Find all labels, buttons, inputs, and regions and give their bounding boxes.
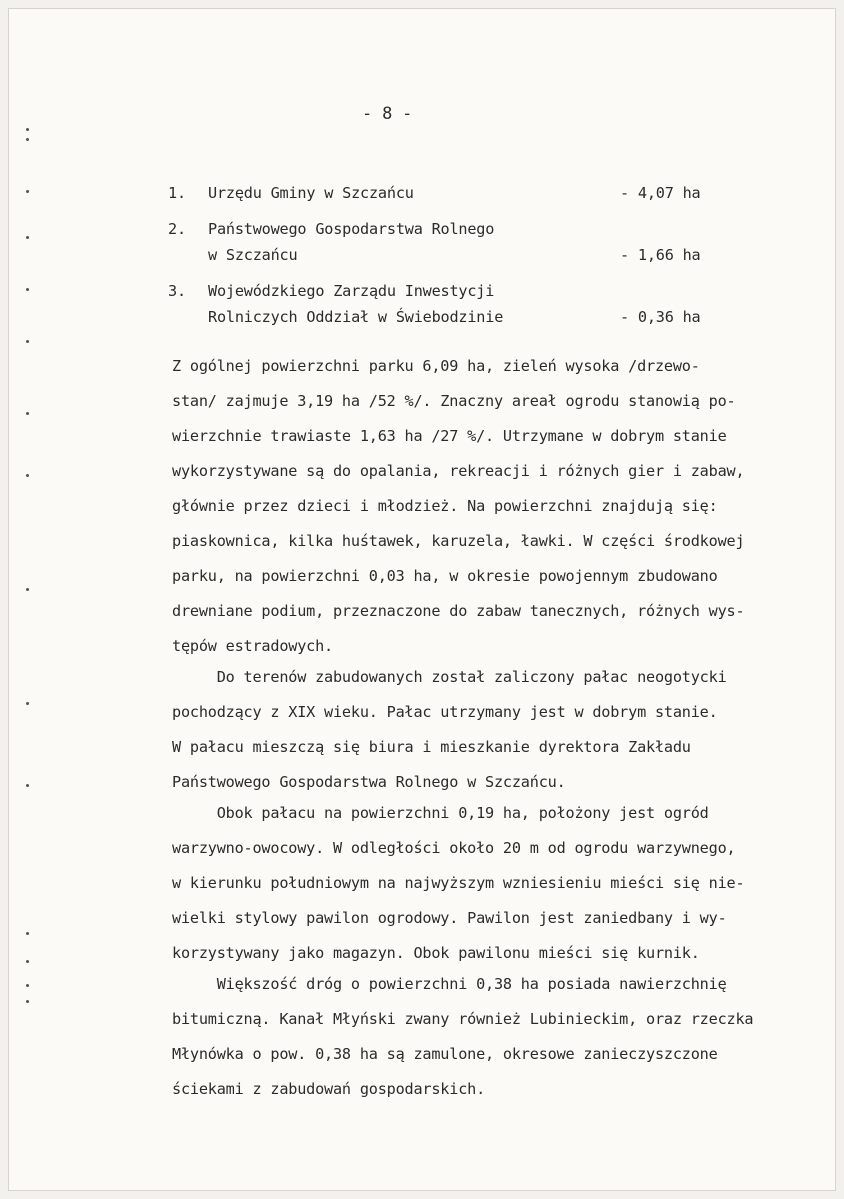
text-line: korzystywany jako magazyn. Obok pawilonu mieści się kurnik. — [172, 944, 700, 962]
margin-mark — [26, 784, 29, 787]
margin-mark — [26, 960, 29, 963]
margin-mark — [26, 474, 29, 477]
list-item-text: w Szczańcu — [208, 246, 298, 264]
text-line: pochodzący z XIX wieku. Pałac utrzymany jest w dobrym stanie. — [172, 703, 718, 721]
margin-mark — [26, 340, 29, 343]
text-line: warzywno-owocowy. W odległości około 20 m od ogrodu warzywnego, — [172, 839, 736, 857]
margin-mark — [26, 932, 29, 935]
text-line: Obok pałacu na powierzchni 0,19 ha, położony jest ogród — [172, 804, 709, 822]
page-number: - 8 - — [362, 104, 413, 124]
text-line: w kierunku południowym na najwyższym wzniesieniu mieści się nie- — [172, 874, 745, 892]
text-line: Młynówka o pow. 0,38 ha są zamulone, okresowe zanieczyszczone — [172, 1045, 718, 1063]
margin-mark — [26, 588, 29, 591]
list-item-number: 3. — [168, 282, 186, 300]
margin-mark — [26, 412, 29, 415]
list-item-value: - 1,66 ha — [620, 246, 701, 264]
text-line: Do terenów zabudowanych został zaliczony pałac neogotycki — [172, 668, 727, 686]
text-line: drewniane podium, przeznaczone do zabaw tanecznych, różnych wys- — [172, 602, 745, 620]
margin-mark — [26, 984, 29, 987]
text-line: Z ogólnej powierzchni parku 6,09 ha, zieleń wysoka /drzewo- — [172, 357, 700, 375]
margin-mark — [26, 288, 29, 291]
text-line: W pałacu mieszczą się biura i mieszkanie dyrektora Zakładu — [172, 738, 691, 756]
list-item-text: Urzędu Gminy w Szczańcu — [208, 184, 414, 202]
text-line: tępów estradowych. — [172, 637, 333, 655]
text-line: wykorzystywane są do opalania, rekreacji i różnych gier i zabaw, — [172, 462, 745, 480]
text-line: wielki stylowy pawilon ogrodowy. Pawilon jest zaniedbany i wy- — [172, 909, 727, 927]
margin-mark — [26, 1000, 29, 1003]
list-item-number: 2. — [168, 220, 186, 238]
text-line: głównie przez dzieci i młodzież. Na powierzchni znajdują się: — [172, 497, 718, 515]
margin-mark — [26, 702, 29, 705]
text-line: ściekami z zabudowań gospodarskich. — [172, 1080, 486, 1098]
list-item-text: Wojewódzkiego Zarządu Inwestycji — [208, 282, 495, 300]
list-item-number: 1. — [168, 184, 186, 202]
list-item-text: Państwowego Gospodarstwa Rolnego — [208, 220, 495, 238]
text-line: Państwowego Gospodarstwa Rolnego w Szczańcu. — [172, 773, 566, 791]
margin-mark — [26, 138, 29, 141]
text-line: parku, na powierzchni 0,03 ha, w okresie powojennym zbudowano — [172, 567, 718, 585]
text-line: stan/ zajmuje 3,19 ha /52 %/. Znaczny areał ogrodu stanowią po- — [172, 392, 736, 410]
margin-mark — [26, 128, 29, 131]
list-item-value: - 4,07 ha — [620, 184, 701, 202]
margin-mark — [26, 190, 29, 193]
text-line: bitumiczną. Kanał Młyński zwany również Lubinieckim, oraz rzeczka — [172, 1010, 754, 1028]
text-line: Większość dróg o powierzchni 0,38 ha posiada nawierzchnię — [172, 975, 727, 993]
list-item-text: Rolniczych Oddział w Świebodzinie — [208, 308, 504, 326]
text-line: wierzchnie trawiaste 1,63 ha /27 %/. Utrzymane w dobrym stanie — [172, 427, 727, 445]
list-item-value: - 0,36 ha — [620, 308, 701, 326]
text-line: piaskownica, kilka huśtawek, karuzela, ławki. W części środkowej — [172, 532, 745, 550]
margin-mark — [26, 236, 29, 239]
